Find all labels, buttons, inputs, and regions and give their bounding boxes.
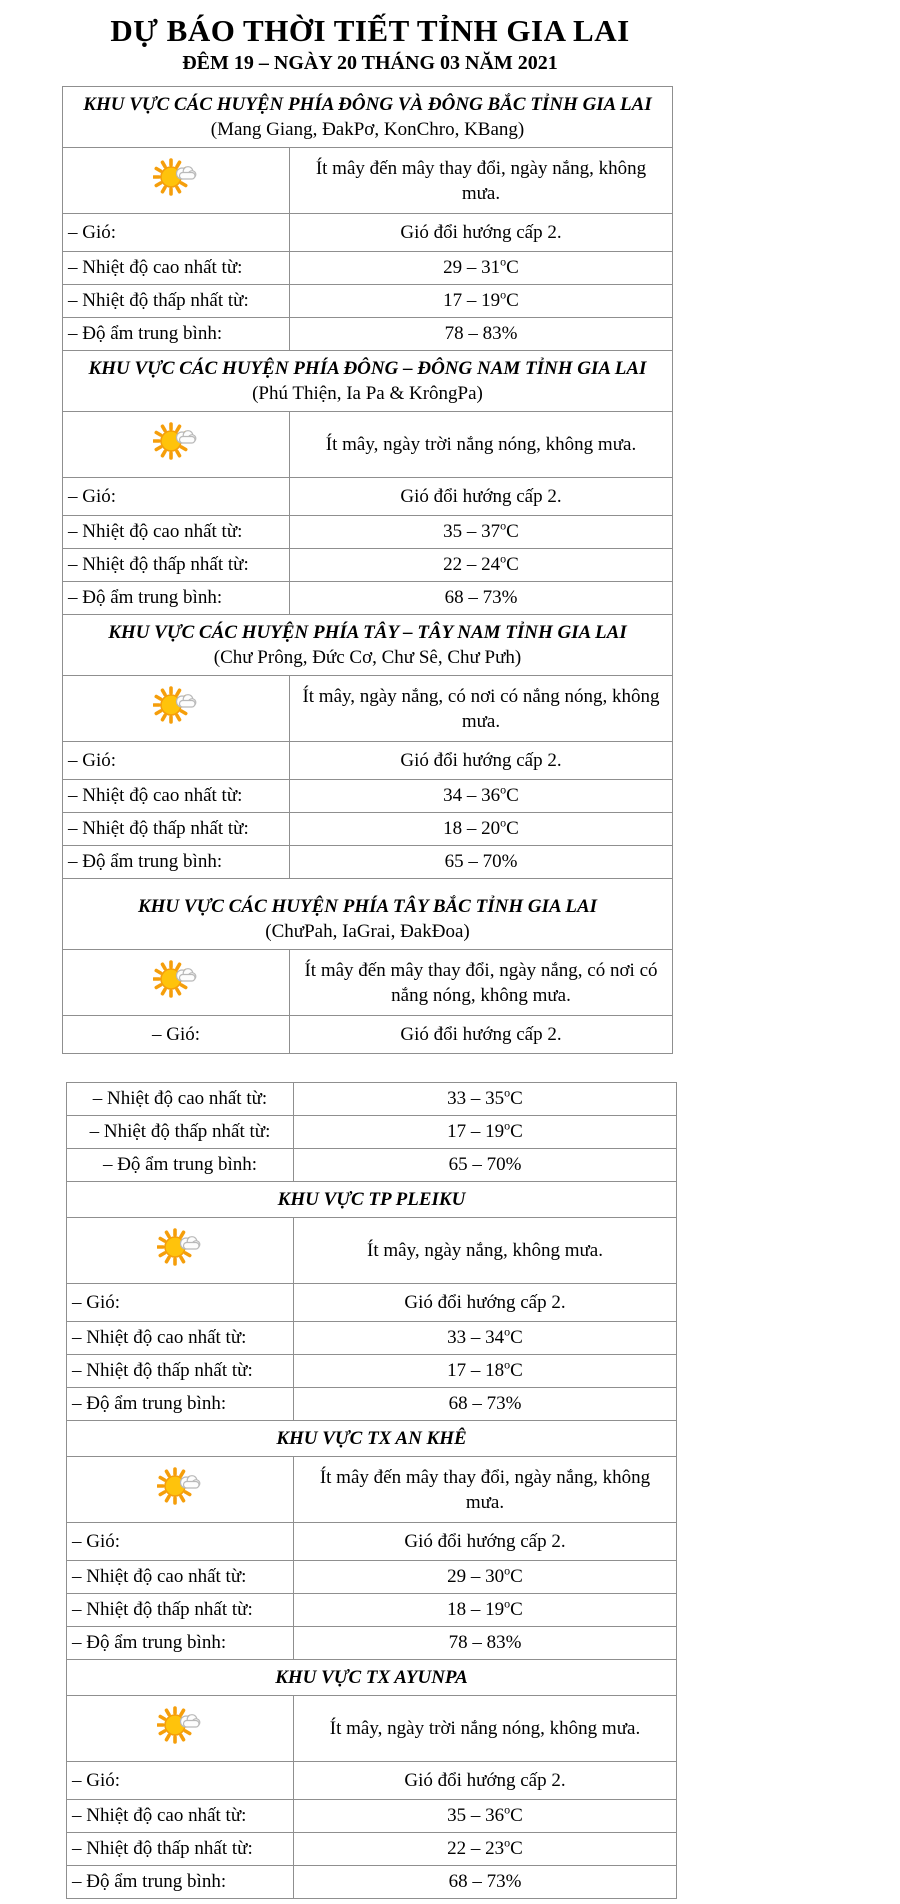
forecast-text: Ít mây đến mây thay đổi, ngày nắng, không mưa. bbox=[290, 148, 673, 214]
region-name: KHU VỰC CÁC HUYỆN PHÍA ĐÔNG VÀ ĐÔNG BẮC TỈNH GIA LAI bbox=[83, 94, 652, 115]
row-label: – Nhiệt độ thấp nhất từ: bbox=[67, 1833, 294, 1866]
region-header-row bbox=[67, 1421, 677, 1457]
humidity-row bbox=[67, 1627, 677, 1660]
row-value bbox=[294, 1866, 677, 1899]
humidity-row bbox=[67, 1149, 677, 1182]
degree-unit: C bbox=[510, 1566, 523, 1587]
row-value bbox=[290, 478, 673, 516]
row-value bbox=[290, 582, 673, 615]
temp-max-row bbox=[63, 780, 673, 813]
wind-value: Gió đổi hướng cấp 2. bbox=[400, 749, 562, 771]
region-header bbox=[63, 87, 673, 148]
humidity-value: 68 – 73% bbox=[448, 1871, 522, 1892]
sun-cloud-icon bbox=[157, 1705, 203, 1745]
row-label: – Nhiệt độ cao nhất từ: bbox=[67, 1322, 294, 1355]
region-header-row bbox=[63, 87, 673, 148]
row-value bbox=[290, 318, 673, 351]
forecast-row bbox=[63, 148, 673, 214]
row-label: – Nhiệt độ thấp nhất từ: bbox=[67, 1355, 294, 1388]
degree-symbol: o bbox=[500, 815, 507, 830]
temp-max-row bbox=[67, 1083, 677, 1116]
forecast-table-page2 bbox=[66, 1082, 677, 1899]
temperature-value: 35 – 37 bbox=[443, 521, 501, 542]
row-value bbox=[294, 1116, 677, 1149]
humidity-value: 68 – 73% bbox=[444, 587, 518, 608]
region-header bbox=[63, 351, 673, 412]
temp-max-row bbox=[67, 1800, 677, 1833]
row-value bbox=[294, 1523, 677, 1561]
humidity-row bbox=[63, 846, 673, 879]
temp-min-row bbox=[63, 549, 673, 582]
wind-row bbox=[67, 1284, 677, 1322]
degree-unit: C bbox=[510, 1088, 523, 1109]
degree-symbol: o bbox=[504, 1596, 511, 1611]
temperature-value: 18 – 19 bbox=[447, 1599, 505, 1620]
temp-max-row bbox=[63, 252, 673, 285]
row-value bbox=[290, 780, 673, 813]
row-value bbox=[294, 1149, 677, 1182]
degree-symbol: o bbox=[504, 1835, 511, 1850]
humidity-row bbox=[63, 318, 673, 351]
row-value bbox=[294, 1388, 677, 1421]
degree-unit: C bbox=[506, 521, 519, 542]
wind-row bbox=[63, 742, 673, 780]
temp-max-row bbox=[67, 1561, 677, 1594]
row-label: – Gió: bbox=[63, 214, 290, 252]
row-value bbox=[290, 742, 673, 780]
forecast-row bbox=[67, 1457, 677, 1523]
row-label: – Nhiệt độ thấp nhất từ: bbox=[67, 1594, 294, 1627]
temperature-value: 33 – 35 bbox=[447, 1088, 505, 1109]
weather-icon-cell bbox=[63, 412, 290, 478]
temperature-value: 17 – 18 bbox=[447, 1360, 505, 1381]
row-label: – Độ ẩm trung bình: bbox=[63, 318, 290, 351]
wind-row bbox=[63, 478, 673, 516]
region-name: KHU VỰC TX AN KHÊ bbox=[276, 1428, 467, 1449]
degree-symbol: o bbox=[504, 1563, 511, 1578]
region-districts: (Phú Thiện, Ia Pa & KrôngPa) bbox=[252, 383, 483, 404]
forecast-row bbox=[67, 1218, 677, 1284]
weather-icon-cell bbox=[67, 1457, 294, 1523]
row-value bbox=[294, 1833, 677, 1866]
row-value bbox=[290, 1016, 673, 1054]
humidity-value: 65 – 70% bbox=[444, 851, 518, 872]
row-label: – Gió: bbox=[63, 742, 290, 780]
region-name: KHU VỰC CÁC HUYỆN PHÍA ĐÔNG – ĐÔNG NAM TỈNH GIA LAI bbox=[88, 358, 647, 379]
wind-value: Gió đổi hướng cấp 2. bbox=[404, 1291, 566, 1313]
humidity-value: 65 – 70% bbox=[448, 1154, 522, 1175]
region-districts: (ChưPah, IaGrai, ĐakĐoa) bbox=[265, 921, 470, 942]
row-label: – Nhiệt độ cao nhất từ: bbox=[67, 1800, 294, 1833]
row-value bbox=[294, 1627, 677, 1660]
degree-symbol: o bbox=[504, 1357, 511, 1372]
row-label: – Nhiệt độ cao nhất từ: bbox=[67, 1561, 294, 1594]
row-value bbox=[294, 1800, 677, 1833]
region-header bbox=[67, 1421, 677, 1457]
humidity-value: 78 – 83% bbox=[448, 1632, 522, 1653]
degree-symbol: o bbox=[500, 254, 507, 269]
wind-row bbox=[63, 1016, 673, 1054]
row-value bbox=[294, 1083, 677, 1116]
wind-value: Gió đổi hướng cấp 2. bbox=[400, 221, 562, 243]
row-label: – Gió: bbox=[63, 1016, 290, 1054]
wind-row bbox=[67, 1762, 677, 1800]
forecast-text: Ít mây đến mây thay đổi, ngày nắng, không mưa. bbox=[294, 1457, 677, 1523]
row-value bbox=[290, 214, 673, 252]
temp-min-row bbox=[67, 1116, 677, 1149]
degree-symbol: o bbox=[504, 1085, 511, 1100]
forecast-text: Ít mây đến mây thay đổi, ngày nắng, có nơi có nắng nóng, không mưa. bbox=[290, 950, 673, 1016]
row-label: – Nhiệt độ cao nhất từ: bbox=[63, 252, 290, 285]
temperature-value: 29 – 31 bbox=[443, 257, 501, 278]
row-label: – Độ ẩm trung bình: bbox=[63, 582, 290, 615]
wind-value: Gió đổi hướng cấp 2. bbox=[404, 1769, 566, 1791]
row-value bbox=[294, 1594, 677, 1627]
weather-icon-cell bbox=[63, 148, 290, 214]
region-header bbox=[67, 1660, 677, 1696]
row-label: – Gió: bbox=[67, 1523, 294, 1561]
wind-value: Gió đổi hướng cấp 2. bbox=[400, 485, 562, 507]
region-header-row bbox=[63, 615, 673, 676]
degree-unit: C bbox=[506, 290, 519, 311]
degree-symbol: o bbox=[504, 1324, 511, 1339]
row-label: – Nhiệt độ thấp nhất từ: bbox=[63, 813, 290, 846]
degree-symbol: o bbox=[500, 287, 507, 302]
degree-symbol: o bbox=[504, 1802, 511, 1817]
sun-cloud-icon bbox=[153, 959, 199, 999]
wind-row bbox=[67, 1523, 677, 1561]
sun-cloud-icon bbox=[157, 1227, 203, 1267]
row-label: – Gió: bbox=[67, 1762, 294, 1800]
wind-value: Gió đổi hướng cấp 2. bbox=[404, 1530, 566, 1552]
degree-unit: C bbox=[510, 1599, 523, 1620]
degree-unit: C bbox=[510, 1327, 523, 1348]
region-name: KHU VỰC TX AYUNPA bbox=[275, 1667, 468, 1688]
forecast-row bbox=[63, 676, 673, 742]
sun-cloud-icon bbox=[153, 685, 199, 725]
temp-max-row bbox=[67, 1322, 677, 1355]
degree-unit: C bbox=[506, 257, 519, 278]
temperature-value: 34 – 36 bbox=[443, 785, 501, 806]
forecast-row bbox=[63, 950, 673, 1016]
weather-icon-cell bbox=[63, 950, 290, 1016]
region-header-row bbox=[67, 1182, 677, 1218]
degree-symbol: o bbox=[500, 782, 507, 797]
humidity-row bbox=[67, 1866, 677, 1899]
temperature-value: 33 – 34 bbox=[447, 1327, 505, 1348]
region-header bbox=[67, 1182, 677, 1218]
row-label: – Độ ẩm trung bình: bbox=[67, 1866, 294, 1899]
temp-min-row bbox=[63, 285, 673, 318]
forecast-text: Ít mây, ngày nắng, có nơi có nắng nóng, không mưa. bbox=[290, 676, 673, 742]
row-label: – Nhiệt độ cao nhất từ: bbox=[67, 1083, 294, 1116]
humidity-row bbox=[63, 582, 673, 615]
forecast-table-page1 bbox=[62, 86, 673, 1054]
row-value bbox=[290, 813, 673, 846]
row-value bbox=[290, 516, 673, 549]
row-label: – Nhiệt độ thấp nhất từ: bbox=[67, 1116, 294, 1149]
temperature-value: 17 – 19 bbox=[443, 290, 501, 311]
region-name: KHU VỰC CÁC HUYỆN PHÍA TÂY BẮC TỈNH GIA LAI bbox=[137, 896, 598, 917]
row-value bbox=[294, 1762, 677, 1800]
degree-unit: C bbox=[506, 554, 519, 575]
forecast-text: Ít mây, ngày nắng, không mưa. bbox=[294, 1218, 677, 1284]
sun-cloud-icon bbox=[153, 421, 199, 461]
region-header bbox=[63, 615, 673, 676]
row-label: – Gió: bbox=[67, 1284, 294, 1322]
region-districts: (Mang Giang, ĐakPơ, KonChro, KBang) bbox=[210, 119, 525, 140]
forecast-text: Ít mây, ngày trời nắng nóng, không mưa. bbox=[294, 1696, 677, 1762]
row-label: – Độ ẩm trung bình: bbox=[63, 846, 290, 879]
degree-unit: C bbox=[510, 1121, 523, 1142]
region-header-row bbox=[63, 879, 673, 950]
row-value bbox=[294, 1561, 677, 1594]
temperature-value: 22 – 23 bbox=[447, 1838, 505, 1859]
row-label: – Nhiệt độ cao nhất từ: bbox=[63, 780, 290, 813]
degree-symbol: o bbox=[500, 551, 507, 566]
region-header-row bbox=[63, 351, 673, 412]
temp-min-row bbox=[67, 1594, 677, 1627]
degree-unit: C bbox=[506, 818, 519, 839]
row-value bbox=[294, 1322, 677, 1355]
weather-icon-cell bbox=[67, 1218, 294, 1284]
temperature-value: 18 – 20 bbox=[443, 818, 501, 839]
row-label: – Độ ẩm trung bình: bbox=[67, 1627, 294, 1660]
region-name: KHU VỰC TP PLEIKU bbox=[277, 1189, 466, 1210]
row-value bbox=[290, 549, 673, 582]
page-subtitle: ĐÊM 19 – NGÀY 20 THÁNG 03 NĂM 2021 bbox=[182, 52, 558, 74]
region-header bbox=[63, 879, 673, 950]
row-label: – Độ ẩm trung bình: bbox=[67, 1149, 294, 1182]
forecast-row bbox=[63, 412, 673, 478]
row-value bbox=[294, 1284, 677, 1322]
row-label: – Nhiệt độ cao nhất từ: bbox=[63, 516, 290, 549]
row-value bbox=[290, 846, 673, 879]
row-label: – Nhiệt độ thấp nhất từ: bbox=[63, 549, 290, 582]
temp-min-row bbox=[67, 1355, 677, 1388]
wind-row bbox=[63, 214, 673, 252]
region-header-row bbox=[67, 1660, 677, 1696]
temp-min-row bbox=[63, 813, 673, 846]
temp-min-row bbox=[67, 1833, 677, 1866]
sun-cloud-icon bbox=[157, 1466, 203, 1506]
weather-icon-cell bbox=[67, 1696, 294, 1762]
degree-unit: C bbox=[510, 1838, 523, 1859]
wind-value: Gió đổi hướng cấp 2. bbox=[400, 1023, 562, 1045]
row-label: – Gió: bbox=[63, 478, 290, 516]
forecast-row bbox=[67, 1696, 677, 1762]
weather-icon-cell bbox=[63, 676, 290, 742]
row-label: – Nhiệt độ thấp nhất từ: bbox=[63, 285, 290, 318]
row-value bbox=[290, 285, 673, 318]
row-label: – Độ ẩm trung bình: bbox=[67, 1388, 294, 1421]
temperature-value: 35 – 36 bbox=[447, 1805, 505, 1826]
temperature-value: 17 – 19 bbox=[447, 1121, 505, 1142]
degree-unit: C bbox=[506, 785, 519, 806]
forecast-text: Ít mây, ngày trời nắng nóng, không mưa. bbox=[290, 412, 673, 478]
humidity-value: 78 – 83% bbox=[444, 323, 518, 344]
row-value bbox=[294, 1355, 677, 1388]
degree-unit: C bbox=[510, 1360, 523, 1381]
temperature-value: 22 – 24 bbox=[443, 554, 501, 575]
temp-max-row bbox=[63, 516, 673, 549]
sun-cloud-icon bbox=[153, 157, 199, 197]
row-value bbox=[290, 252, 673, 285]
degree-symbol: o bbox=[500, 518, 507, 533]
region-name: KHU VỰC CÁC HUYỆN PHÍA TÂY – TÂY NAM TỈNH GIA LAI bbox=[108, 622, 627, 643]
temperature-value: 29 – 30 bbox=[447, 1566, 505, 1587]
degree-symbol: o bbox=[504, 1118, 511, 1133]
humidity-row bbox=[67, 1388, 677, 1421]
page-title: DỰ BÁO THỜI TIẾT TỈNH GIA LAI bbox=[110, 13, 630, 48]
region-districts: (Chư Prông, Đức Cơ, Chư Sê, Chư Pưh) bbox=[213, 647, 522, 668]
humidity-value: 68 – 73% bbox=[448, 1393, 522, 1414]
degree-unit: C bbox=[510, 1805, 523, 1826]
